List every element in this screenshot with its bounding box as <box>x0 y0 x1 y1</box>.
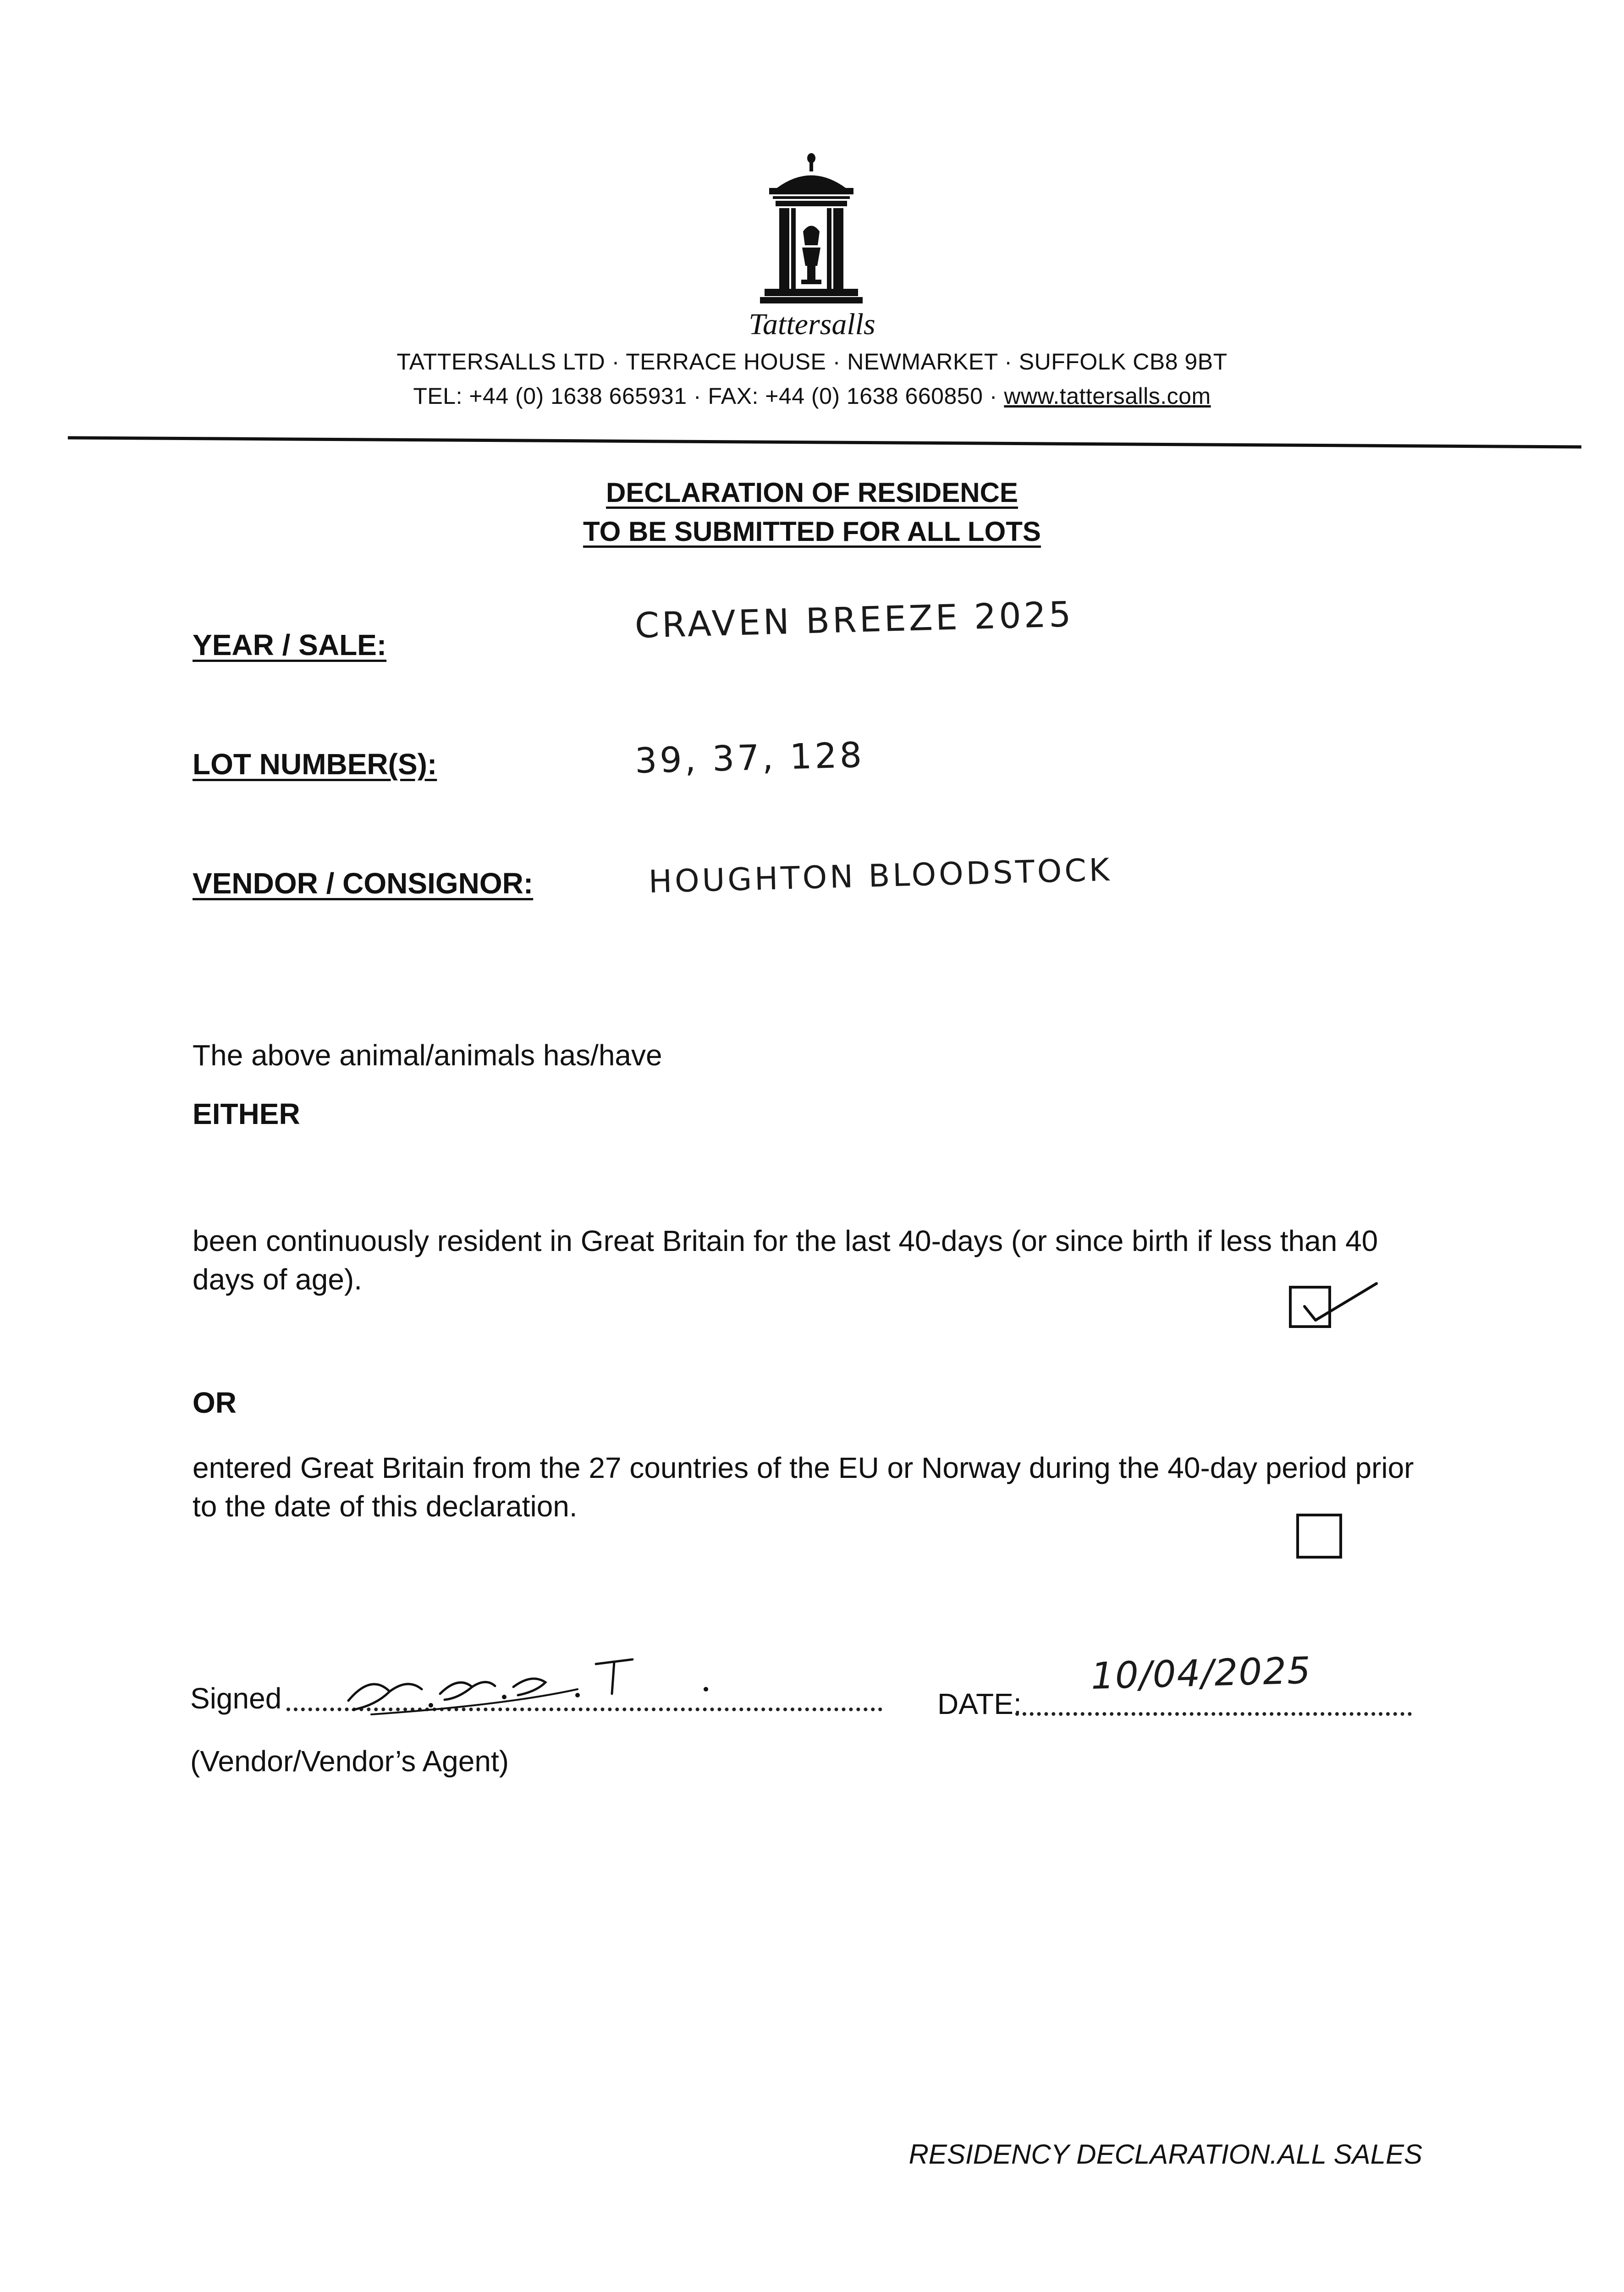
date-line <box>1015 1712 1412 1716</box>
either-heading: EITHER <box>193 1097 300 1130</box>
year-sale-label: YEAR / SALE: <box>193 628 387 661</box>
address-line: TATTERSALLS LTD · TERRACE HOUSE · NEWMARKET · SUFFOLK CB8 9BT <box>396 349 1228 375</box>
form-code: RESIDENCY DECLARATION.ALL SALES <box>908 2139 1422 2170</box>
year-sale-value[interactable]: CRAVEN BREEZE 2025 <box>634 593 1074 646</box>
contact-line <box>0 383 1624 409</box>
option-resident-text: been continuously resident in Great Britain for the last 40-days (or since birth if less than 40 days of age). <box>193 1224 1378 1296</box>
form-title: DECLARATION OF RESIDENCE <box>606 477 1018 508</box>
contact-text: TEL: +44 (0) 1638 665931 · FAX: +44 (0) 1638 660850 · <box>413 383 1004 409</box>
website-link[interactable]: www.tattersalls.com <box>1004 383 1211 409</box>
option-eu-text: entered Great Britain from the 27 countries of the EU or Norway during the 40-day period prior to the date of this declaration. <box>193 1451 1414 1523</box>
option-eu-checkbox[interactable] <box>1296 1514 1342 1559</box>
header-divider <box>68 435 1581 451</box>
signed-role: (Vendor/Vendor’s Agent) <box>190 1745 509 1778</box>
brand-name: Tattersalls <box>749 308 875 341</box>
or-heading: OR <box>193 1386 237 1419</box>
declaration-intro: The above animal/animals has/have <box>193 1039 662 1072</box>
signed-label: Signed <box>190 1682 282 1715</box>
lot-numbers-value[interactable]: 39, 37, 128 <box>634 734 865 781</box>
vendor-consignor-value[interactable]: HOUGHTON BLOODSTOCK <box>648 852 1113 900</box>
form-subtitle: TO BE SUBMITTED FOR ALL LOTS <box>583 516 1041 547</box>
vendor-consignor-label: VENDOR / CONSIGNOR: <box>193 867 534 900</box>
date-label: DATE: <box>937 1687 1022 1720</box>
signature-image <box>321 1636 733 1728</box>
lot-numbers-label: LOT NUMBER(S): <box>193 748 437 781</box>
checkmark-icon <box>1292 1272 1383 1329</box>
tattersalls-logo <box>752 151 871 307</box>
date-value[interactable]: 10/04/2025 <box>1090 1649 1312 1697</box>
